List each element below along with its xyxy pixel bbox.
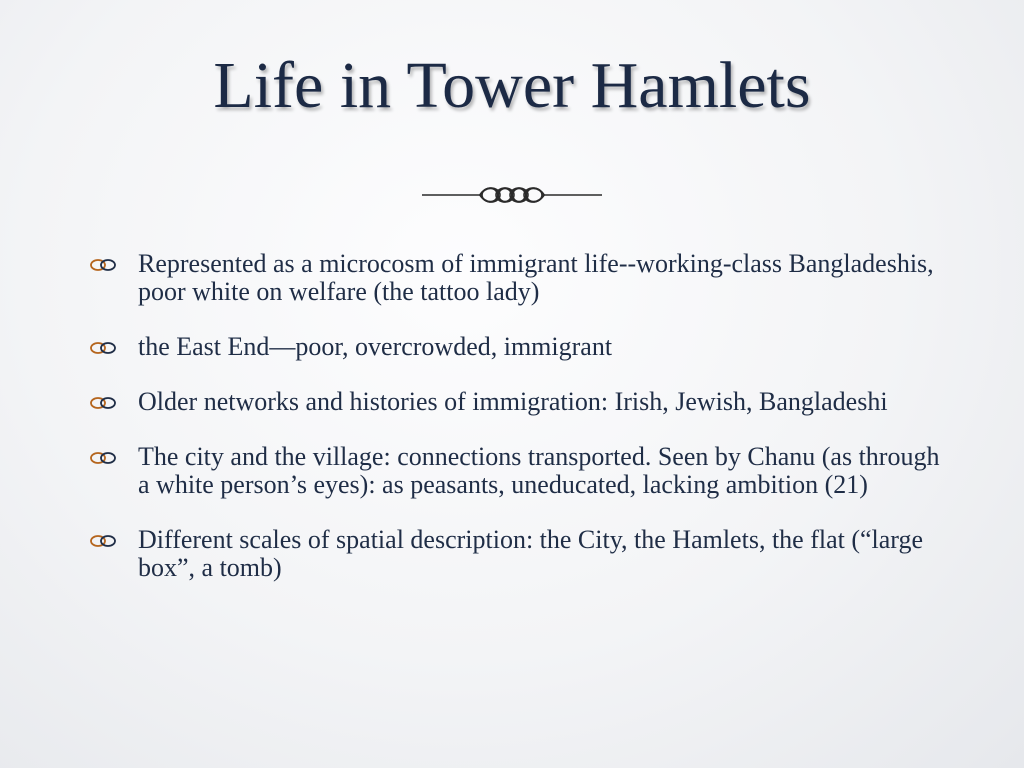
interlocking-rings-icon: [88, 256, 118, 274]
bullet-item: [88, 333, 948, 361]
bullet-text: the East End—poor, overcrowded, immigrant: [138, 332, 613, 361]
interlocking-rings-icon: [88, 449, 118, 467]
bullet-text: Different scales of spatial description: the City, the Hamlets, the flat (“large box”, a tomb): [138, 525, 924, 582]
bullet-list: [88, 250, 948, 582]
bullet-item: [88, 250, 948, 306]
interlocking-rings-icon: [88, 394, 118, 412]
flourish-divider-icon: [420, 178, 604, 212]
bullet-text: The city and the village: connections transported. Seen by Chanu (as through a white person’s eyes): as peasants, uneducated, lacking ambition (21): [138, 442, 940, 499]
interlocking-rings-icon: [88, 339, 118, 357]
bullet-item: [88, 388, 948, 416]
bullet-item: [88, 443, 948, 499]
bullet-text: Represented as a microcosm of immigrant life--working-class Bangladeshis, poor white on welfare (the tattoo lady): [138, 249, 934, 306]
bullet-item: [88, 526, 948, 582]
interlocking-rings-icon: [88, 532, 118, 550]
slide-title: Life in Tower Hamlets: [213, 49, 811, 122]
bullet-text: Older networks and histories of immigration: Irish, Jewish, Bangladeshi: [138, 387, 888, 416]
